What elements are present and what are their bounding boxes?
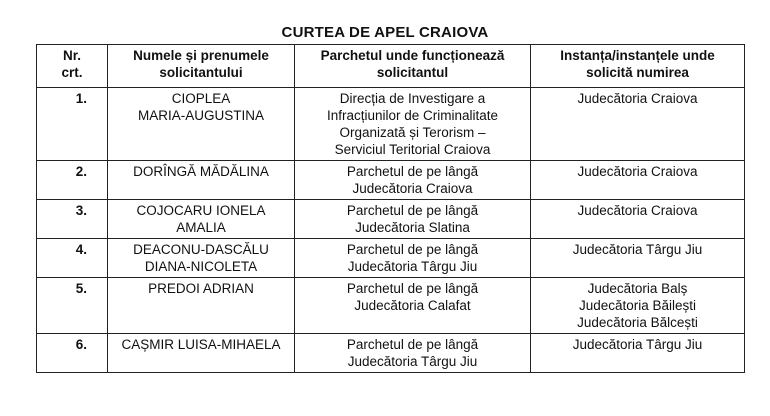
applicant-name: [108, 278, 295, 334]
applicant-name-line: DEACONU-DASCĂLU: [133, 242, 269, 257]
applicant-name-line: CAȘMIR LUISA-MIHAELA: [121, 337, 281, 352]
applicant-name: [108, 161, 295, 200]
prosecutor-office-line: Judecătoria Slatina: [355, 220, 470, 235]
requested-courts-line: Judecătoria Craiova: [577, 164, 698, 179]
applicant-name-line: COJOCARU IONELA: [136, 203, 266, 218]
requested-courts-line: Judecătoria Târgu Jiu: [572, 242, 703, 257]
table-row: [37, 88, 745, 161]
prosecutor-office-line: Parchetul de pe lângă: [346, 337, 479, 352]
requested-courts: [531, 239, 745, 278]
row-number: 6.: [37, 334, 108, 373]
row-number: 3.: [37, 200, 108, 239]
applicant-name: [108, 239, 295, 278]
row-number: 4.: [37, 239, 108, 278]
prosecutor-office: [295, 239, 531, 278]
row-number: 2.: [37, 161, 108, 200]
applicants-table: [36, 44, 745, 373]
prosecutor-office-line: Parchetul de pe lângă: [346, 164, 479, 179]
header-line: Numele și prenumele: [133, 48, 269, 63]
prosecutor-office-line: Parchetul de pe lângă: [346, 203, 479, 218]
applicant-name-line: DIANA-NICOLETA: [144, 259, 258, 274]
prosecutor-office: [295, 88, 531, 161]
applicant-name-line: PREDOI ADRIAN: [148, 281, 254, 296]
table-row: [37, 200, 745, 239]
prosecutor-office-line: Parchetul de pe lângă: [346, 281, 479, 296]
applicant-name-line: AMALIA: [176, 220, 226, 235]
applicant-name-line: DORÎNGĂ MĂDĂLINA: [133, 164, 269, 179]
prosecutor-office-line: Judecătoria Târgu Jiu: [347, 354, 478, 369]
prosecutor-office-line: Direcția de Investigare a: [339, 91, 486, 106]
header-line: solicită numirea: [586, 65, 689, 80]
prosecutor-office: [295, 334, 531, 373]
table-row: [37, 278, 745, 334]
header-line: Parchetul unde funcționează: [320, 48, 505, 63]
requested-courts: [531, 161, 745, 200]
table-body: [37, 88, 745, 373]
requested-courts: [531, 278, 745, 334]
requested-courts-line: Judecătoria Bălcești: [577, 315, 698, 330]
requested-courts-line: Judecătoria Craiova: [577, 91, 698, 106]
row-number: 5.: [37, 278, 108, 334]
requested-courts-line: Judecătoria Târgu Jiu: [572, 337, 703, 352]
applicant-name: [108, 88, 295, 161]
prosecutor-office-line: Organizată și Terorism –: [339, 125, 486, 140]
applicant-name-line: MARIA-AUGUSTINA: [137, 108, 264, 123]
requested-courts-line: Judecătoria Craiova: [577, 203, 698, 218]
table-row: [37, 239, 745, 278]
table-row: [37, 161, 745, 200]
table-header-row: [37, 45, 745, 88]
document-title: CURTEA DE APEL CRAIOVA: [281, 24, 489, 41]
requested-courts: [531, 88, 745, 161]
prosecutor-office: [295, 200, 531, 239]
applicant-name: [108, 200, 295, 239]
header-line: solicitantul: [376, 65, 449, 80]
prosecutor-office-line: Judecătoria Craiova: [352, 181, 473, 196]
prosecutor-office-line: Judecătoria Calafat: [354, 298, 471, 313]
prosecutor-office-line: Infracțiunilor de Criminalitate: [326, 108, 499, 123]
requested-courts-line: Judecătoria Băilești: [578, 298, 697, 313]
requested-courts: [531, 334, 745, 373]
header-instante: [531, 45, 745, 88]
prosecutor-office-line: Judecătoria Târgu Jiu: [347, 259, 478, 274]
prosecutor-office: [295, 278, 531, 334]
applicant-name: [108, 334, 295, 373]
applicant-name-line: CIOPLEA: [171, 91, 231, 106]
table-row: [37, 334, 745, 373]
prosecutor-office: [295, 161, 531, 200]
header-line: Nr.: [62, 48, 81, 63]
requested-courts-line: Judecătoria Balș: [587, 281, 688, 296]
prosecutor-office-line: Serviciul Teritorial Craiova: [334, 142, 491, 157]
requested-courts: [531, 200, 745, 239]
row-number: 1.: [37, 88, 108, 161]
prosecutor-office-line: Parchetul de pe lângă: [346, 242, 479, 257]
header-line: Instanța/instanțele unde: [560, 48, 715, 63]
header-line: crt.: [61, 65, 83, 80]
header-name: [108, 45, 295, 88]
header-parchet: [295, 45, 531, 88]
header-line: solicitantului: [159, 65, 243, 80]
header-nr: [37, 45, 108, 88]
